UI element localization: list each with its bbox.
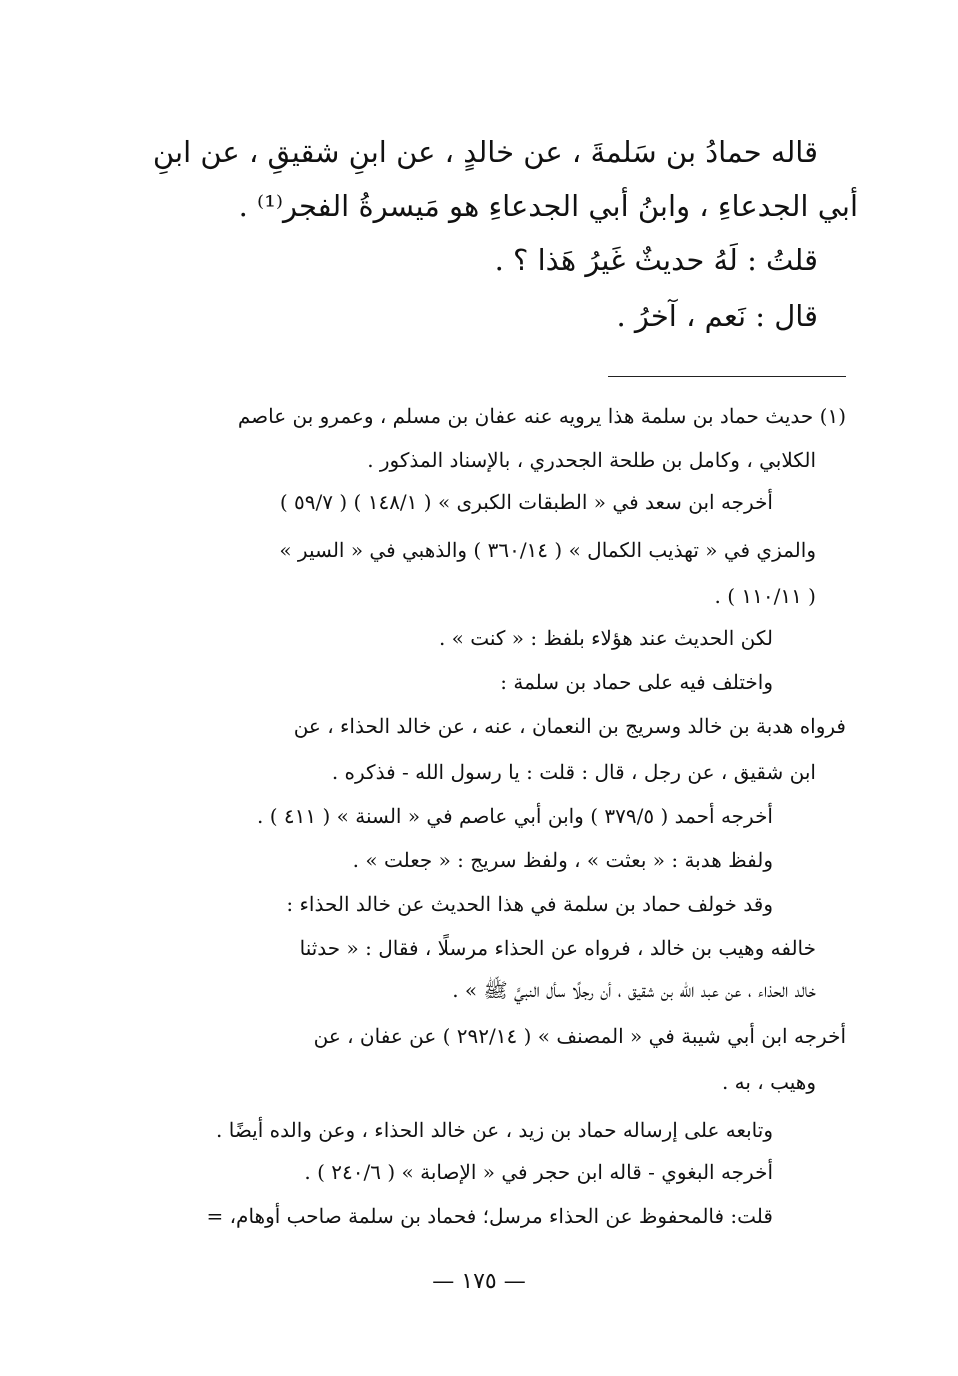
footnote-line: فرواه هدبة بن خالد وسريج بن النعمان ، عنه ، عن خالد الحذاء ، عن [293, 714, 846, 738]
footnote-line: والمزي في « تهذيب الكمال » ( ٣٦٠/١٤ ) والذهبي في « السير » [279, 538, 816, 562]
footnote-line: لكن الحديث عند هؤلاء بلفظ : « كنت » . [438, 626, 773, 650]
footnote-line: خالد الحذاء ، عن عبد الله بن شقيق ، أن رجلًا سأل النبيَّ ﷺ » . [452, 978, 816, 1002]
footnote-line: أخرجه أحمد ( ٣٧٩/٥ ) وابن أبي عاصم في « السنة » ( ٤١١ ) . [257, 804, 773, 828]
page-number: — ١٧٥ — [432, 1269, 526, 1294]
footnote-line: وتابعه على إرساله حماد بن زيد ، عن خالد الحذاء ، وعن والده أيضًا . [216, 1118, 773, 1142]
footnote-separator [608, 376, 846, 377]
footnote-line: ابن شقيق ، عن رجل ، قال : قلت : يا رسول الله - فذكره . [331, 760, 816, 784]
main-text-line-3: قلتُ : لَهُ حديثٌ غَيرُ هَذا ؟ . [494, 243, 818, 277]
footnote-line: أخرجه البغوي - قاله ابن حجر في « الإصابة » ( ٢٤٠/٦ ) . [304, 1160, 773, 1184]
footnote-line: قلت: فالمحفوظ عن الحذاء مرسل؛ فحماد بن سلمة صاحب أوهام، = [206, 1204, 773, 1228]
footnote-line: (١) حديث حماد بن سلمة هذا يرويه عنه عفان بن مسلم ، وعمرو بن عاصم [237, 404, 846, 428]
footnote-line: أخرجه ابن أبي شيبة في « المصنف » ( ٢٩٢/١٤ ) عن عفان ، عن [313, 1024, 846, 1048]
footnote-line: وهيب ، به . [721, 1070, 816, 1094]
footnote-line: الكلابي ، وكامل بن طلحة الجحدري ، بالإسناد المذكور . [367, 448, 816, 472]
footnote-line: أخرجه ابن سعد في « الطبقات الكبرى » ( ١٤٨/١ ) ( ٥٩/٧ ) [279, 490, 773, 514]
footnote-line: واختلف فيه على حماد بن سلمة : [500, 670, 773, 694]
footnote-line: خالفه وهيب بن خالد ، فرواه عن الحذاء مرسلًا ، فقال : « حدثنا [299, 936, 816, 960]
main-text-line-2: أبي الجدعاءِ ، وابنُ أبي الجدعاءِ هو مَيسرةُ الفجر⁽¹⁾ . [238, 189, 858, 223]
footnote-line: وقد خولف حماد بن سلمة في هذا الحديث عن خالد الحذاء : [286, 892, 773, 916]
main-text-line-1: قاله حمادُ بن سَلمةَ ، عن خالدٍ ، عن ابنِ شقيقٍ ، عن ابنِ [152, 135, 818, 169]
footnote-line: ولفظ هدبة : « بعثت » ، ولفظ سريج : « جعلت » . [352, 848, 773, 872]
main-text-line-4: قال : نَعم ، آخرُ . [616, 299, 818, 333]
footnote-line: ( ١١٠/١١ ) . [714, 584, 816, 608]
